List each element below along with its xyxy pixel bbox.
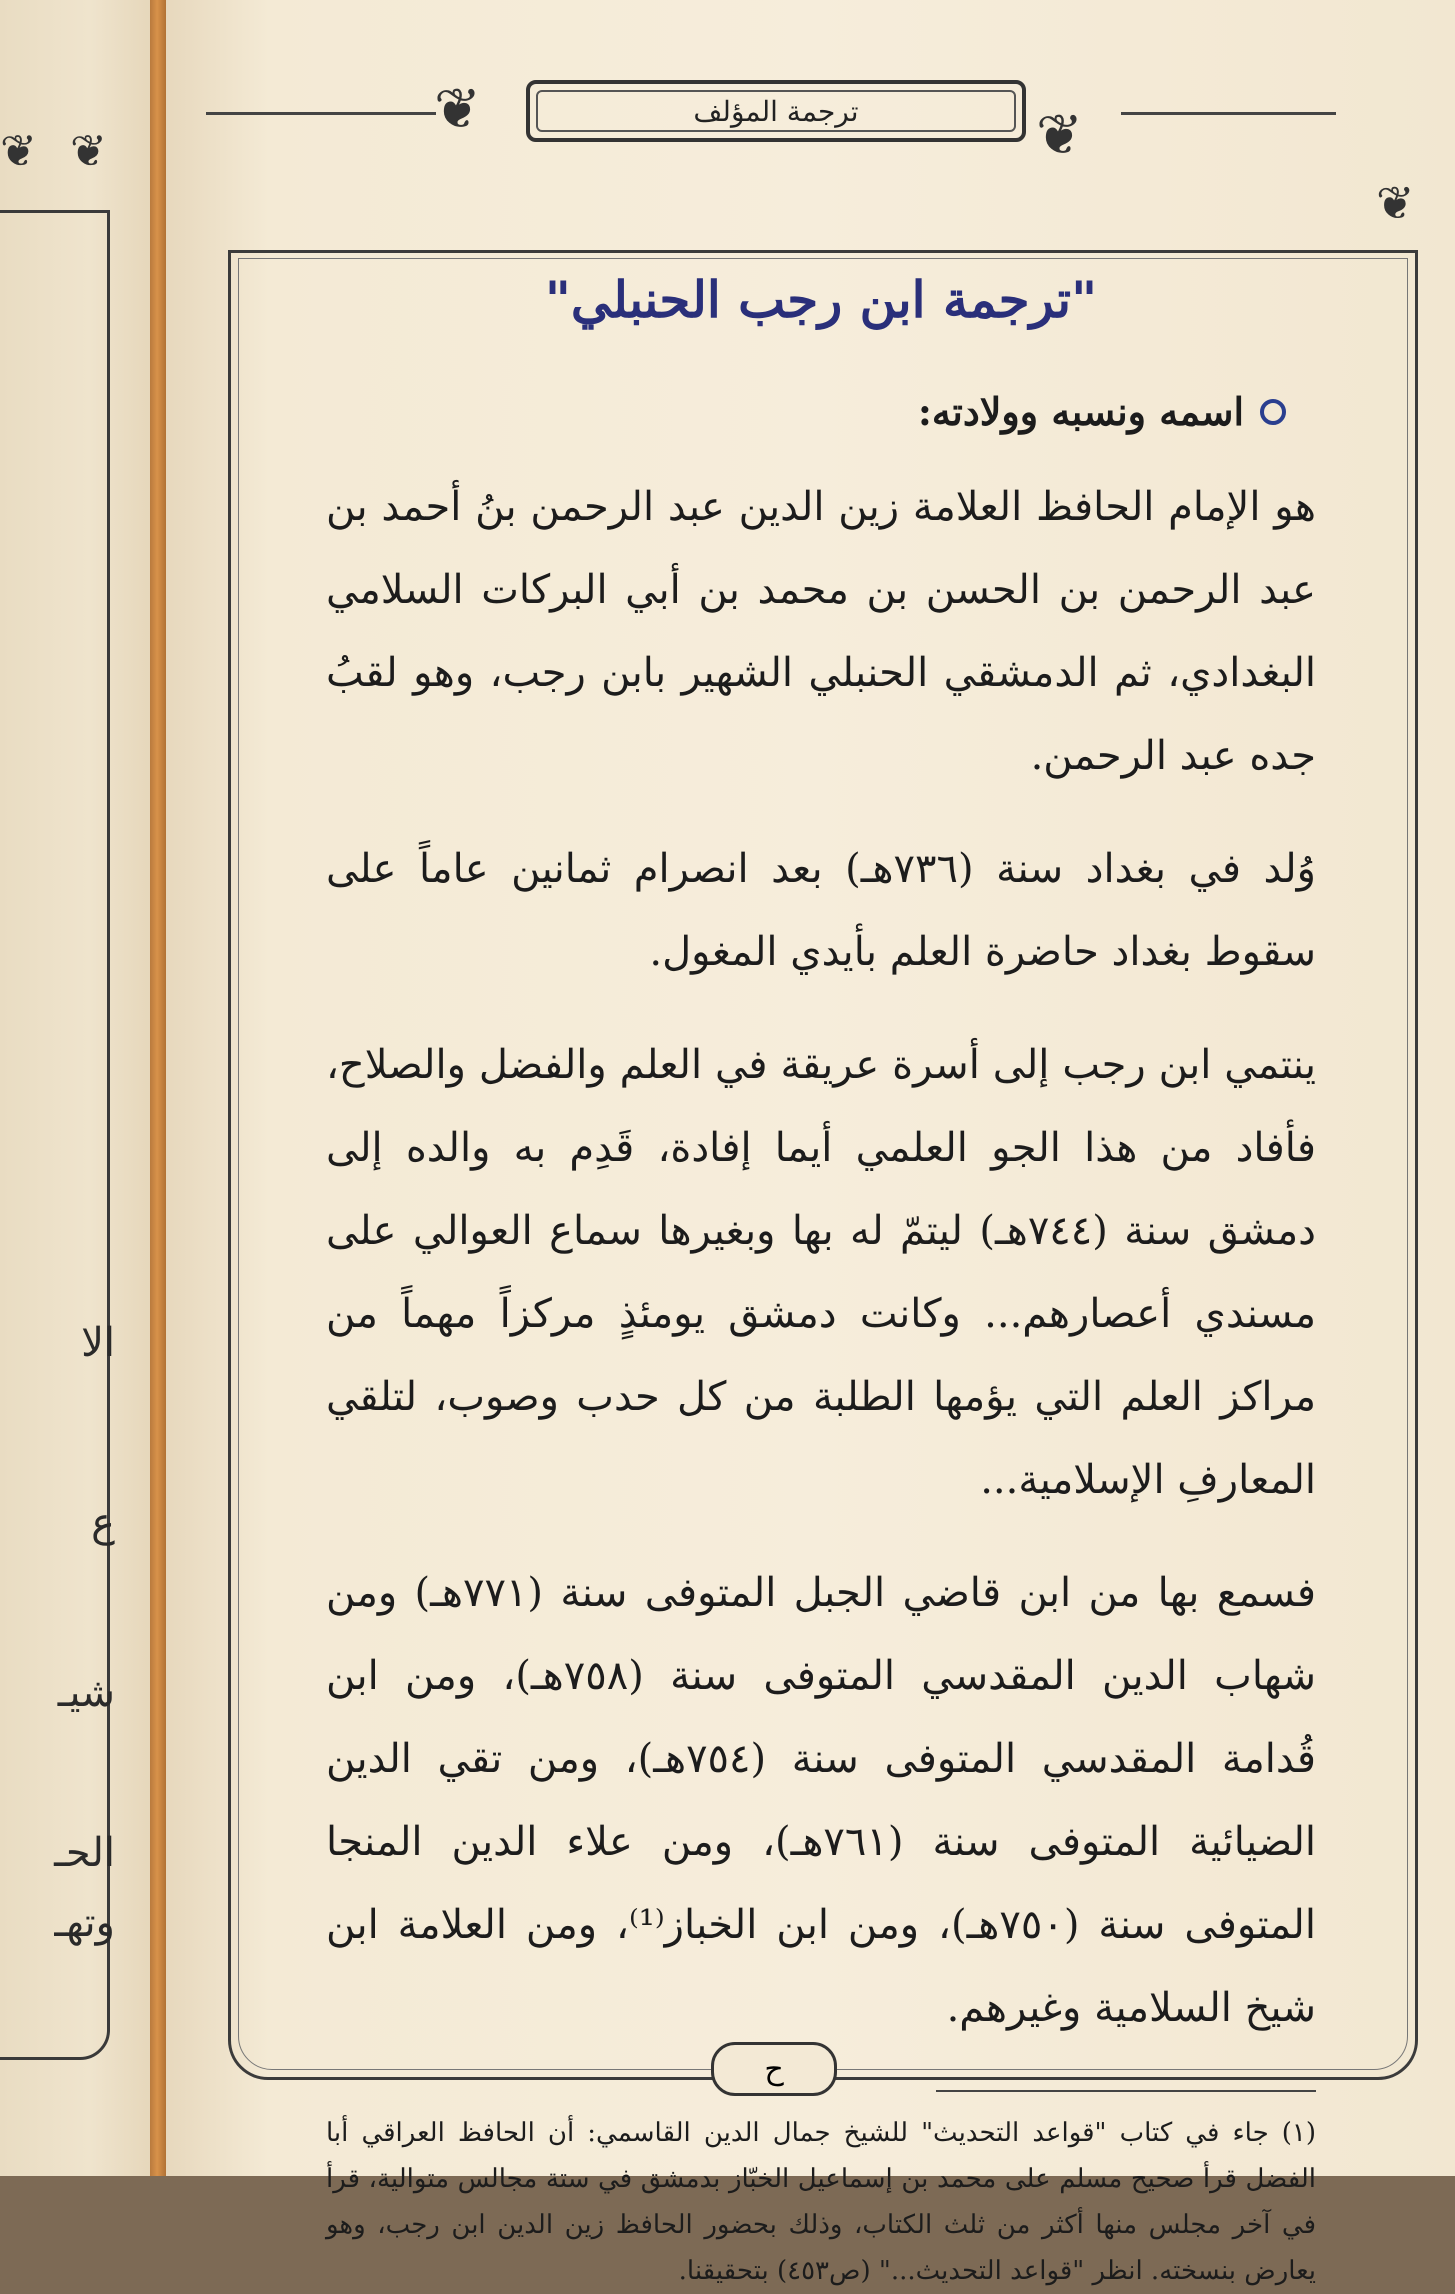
running-header [526, 80, 1026, 142]
page-number [711, 2042, 837, 2096]
footnote-rule [936, 2090, 1316, 2092]
page-content [326, 270, 1316, 2294]
paragraph: هو الإمام الحافظ العلامة زين الدين عبد الرحمن بنُ أحمد بن عبد الرحمن بن الحسن بن محمد بن أبي البركات السلامي البغدادي، ثم الدمشقي الحنبلي الشهير بابن رجب، وهو لقبُ جده عبد الرحمن. [326, 484, 1316, 779]
page-number-text: ح [764, 2051, 784, 2087]
adjacent-text-fragment: وتهـ [54, 1900, 115, 1946]
adjacent-text-fragment: الا [81, 1320, 115, 1366]
paragraph: وُلد في بغداد سنة (٧٣٦هـ) بعد انصرام ثمانين عاماً على سقوط بغداد حاضرة العلم بأيدي المغول. [326, 846, 1317, 975]
section-heading [326, 389, 1286, 434]
fleuron-ornament-icon: ❦ [0, 126, 37, 177]
header-rule-right [1121, 112, 1336, 115]
paragraph: فسمع بها من ابن قاضي الجبل المتوفى سنة (٧٧١هـ) ومن شهاب الدين المقدسي المتوفى سنة (٧٥٨هـ)، ومن ابن قُدامة المقدسي المتوفى سنة (٧٥٤هـ)، ومن تقي الدين الضيائية المتوفى سنة (٧٦١هـ)، ومن علاء الدين المنجا المتوفى سنة (٧٥٠هـ)، ومن ابن الخباز⁽¹⁾، ومن العلامة ابن شيخ السلامية وغيرهم. [326, 1570, 1317, 2031]
header-rule-left [206, 112, 436, 115]
fleuron-ornament-icon: ❦ [1036, 103, 1083, 168]
adjacent-text-fragment: شيـ [57, 1670, 115, 1716]
fleuron-ornament-icon: ❦ [70, 126, 107, 177]
running-header-title: ترجمة المؤلف [693, 94, 859, 128]
adjacent-page-frame [0, 210, 110, 2060]
section-heading-text: اسمه ونسبه وولادته: [917, 389, 1244, 434]
fleuron-ornament-icon: ❦ [1376, 176, 1415, 230]
book-page [166, 0, 1455, 2286]
adjacent-text-fragment: الحـ [54, 1830, 115, 1876]
adjacent-text-fragment: ع [91, 1500, 115, 1546]
adjacent-page [0, 0, 150, 2176]
paragraph: ينتمي ابن رجب إلى أسرة عريقة في العلم والفضل والصلاح، فأفاد من هذا الجو العلمي أيما إفادة، قَدِم به والده إلى دمشق سنة (٧٤٤هـ) ليتمّ له بها وبغيرها سماع العوالي على مسندي أعصارهم... وكانت دمشق يومئذٍ مركزاً مهماً من مراكز العلم التي يؤمها الطلبة من كل حدب وصوب، لتلقي المعارفِ الإسلامية... [326, 1042, 1316, 1503]
circle-bullet-icon [1260, 399, 1286, 425]
fleuron-ornament-icon: ❦ [434, 77, 481, 142]
footnote: (١) جاء في كتاب "قواعد التحديث" للشيخ جمال الدين القاسمي: أن الحافظ العراقي أبا الفضل قرأ صحيح مسلم على محمد بن إسماعيل الخبّاز بدمشق في ستة مجالس متوالية، قرأ في آخر مجلس منها أكثر من ثلث الكتاب، وذلك بحضور الحافظ زين الدين ابن رجب، وهو يعارض بنسخته. انظر "قواعد التحديث..." (ص٤٥٣) بتحقيقنا. [326, 2118, 1316, 2286]
chapter-title: "ترجمة ابن رجب الحنبلي" [544, 270, 1098, 329]
